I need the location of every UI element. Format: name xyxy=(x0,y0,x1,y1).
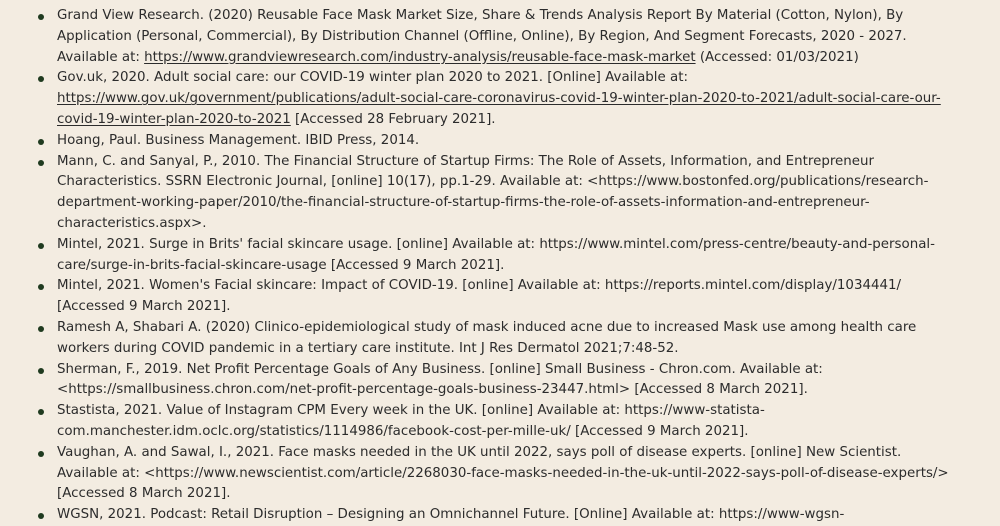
reference-text: Gov.uk, 2020. Adult social care: our COVID-19 winter plan 2020 to 2021. [Online] Available at: xyxy=(57,70,688,86)
reference-item xyxy=(57,276,960,318)
reference-item xyxy=(57,401,960,443)
reference-text: Vaughan, A. and Sawal, I., 2021. Face masks needed in the UK until 2022, says poll of disease experts. [online] New Scientist. Available at: <https://www.newscientist.com/article/2268030-face-masks-needed-in-the-uk-until-2022-says-poll-of-disease-experts/> [Accessed 8 March 2021]. xyxy=(57,444,949,502)
reference-text-after: [Accessed 28 February 2021]. xyxy=(290,111,496,127)
reference-text: Stastista, 2021. Value of Instagram CPM Every week in the UK. [online] Available at: https://www-statista-com.manchester.idm.oclc.org/statistics/1114986/facebook-cost-per-mille-uk/ [Accessed 9 March 2021]. xyxy=(57,403,765,439)
reference-item xyxy=(57,131,960,152)
reference-item xyxy=(57,360,960,402)
reference-item xyxy=(57,68,960,130)
reference-item xyxy=(57,235,960,277)
reference-link[interactable]: https://www.grandviewresearch.com/industry-analysis/reusable-face-mask-market xyxy=(144,49,696,65)
reference-text: Sherman, F., 2019. Net Profit Percentage Goals of Any Business. [online] Small Business - Chron.com. Available at: <https://smallbusiness.chron.com/net-profit-percentage-goals-business-23447.html> [Accessed 8 March 2021]. xyxy=(57,361,823,398)
reference-item xyxy=(57,443,960,505)
reference-text: Mann, C. and Sanyal, P., 2010. The Financial Structure of Startup Firms: The Role of Assets, Information, and Entrepreneur Characteristics. SSRN Electronic Journal, [online] 10(17), pp.1-29. Available at: <https://www.bostonfed.org/publications/research-department-working-paper/2010/the-financial-structure-of-startup-firms-the-role-of-assets-information-and-entrepreneur-characteristics.aspx>. xyxy=(57,153,929,231)
reference-link[interactable]: https://www.gov.uk/government/publications/adult-social-care-coronavirus-covid-19-winter-plan-2020-to-2021/adult-social-care-our-covid-19-winter-plan-2020-to-2021 xyxy=(57,91,941,127)
reference-item xyxy=(57,152,960,235)
reference-text: Grand View Research. (2020) Reusable Face Mask Market Size, Share & Trends Analysis Report By Material (Cotton, Nylon), By Application (Personal, Commercial), By Distribution Channel (Offline, Online), By Region, And Segment Forecasts, 2020 - 2027. Available at: xyxy=(57,8,907,65)
reference-text: Mintel, 2021. Women's Facial skincare: Impact of COVID-19. [online] Available at: https://reports.mintel.com/display/1034441/ [Accessed 9 March 2021]. xyxy=(57,278,902,315)
reference-item xyxy=(57,318,960,360)
reference-text: Mintel, 2021. Surge in Brits' facial skincare usage. [online] Available at: https://www.mintel.com/press-centre/beauty-and-personal-care/surge-in-brits-facial-skincare-usage [Accessed 9 March 2021]. xyxy=(57,236,935,273)
reference-text-after: (Accessed: 01/03/2021) xyxy=(695,49,859,65)
reference-text: Hoang, Paul. Business Management. IBID Press, 2014. xyxy=(57,132,420,148)
reference-item xyxy=(57,6,960,68)
reference-text: WGSN, 2021. Podcast: Retail Disruption – Designing an Omnichannel Future. [Online] Available at: https://www-wgsn- xyxy=(57,507,845,523)
reference-text: Ramesh A, Shabari A. (2020) Clinico-epidemiological study of mask induced acne due to increased Mask use among health care workers during COVID pandemic in a tertiary care institute. Int J Res Dermatol 2021;7:48-52. xyxy=(57,319,917,356)
reference-item xyxy=(57,505,960,526)
